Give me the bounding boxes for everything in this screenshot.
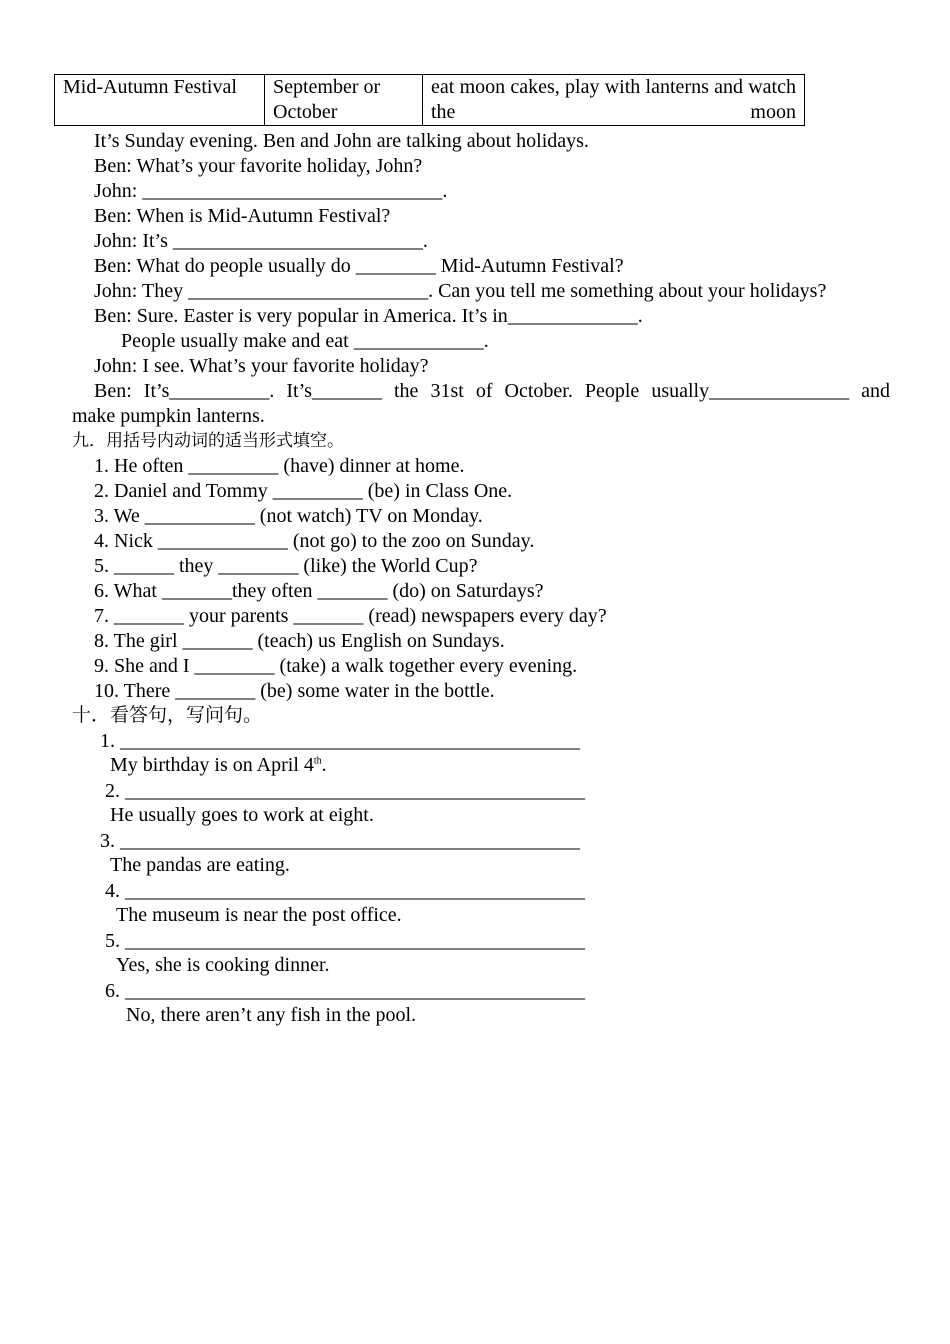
exercise-item: 8. The girl _______ (teach) us English on Sundays. xyxy=(94,630,505,652)
answer-line: He usually goes to work at eight. xyxy=(110,804,374,826)
exercise-item: 2. Daniel and Tommy _________ (be) in Class One. xyxy=(94,480,513,502)
dialogue-line: John: They ________________________. Can you tell me something about your holidays? xyxy=(94,280,827,302)
exercise-item: 6. What _______they often _______ (do) on Saturdays? xyxy=(94,580,544,602)
dialogue-line: It’s Sunday evening. Ben and John are talking about holidays. xyxy=(94,130,589,152)
question-line: 3. ______________________________________________ xyxy=(100,830,580,852)
exercise-item: 3. We ___________ (not watch) TV on Monday. xyxy=(94,505,483,527)
exercise-item: 1. He often _________ (have) dinner at home. xyxy=(94,455,465,477)
exercise-item: 5. ______ they ________ (like) the World Cup? xyxy=(94,555,478,577)
question-line: 6. ______________________________________________ xyxy=(105,980,585,1002)
answer-line: The pandas are eating. xyxy=(110,854,290,876)
dialogue-line: Ben: Sure. Easter is very popular in America. It’s in_____________. xyxy=(94,305,643,327)
table-cell-activities: eat moon cakes, play with lanterns and watch the moon xyxy=(423,75,805,126)
answer-line: My birthday is on April 4th. xyxy=(110,754,327,776)
dialogue-line: John: I see. What’s your favorite holiday? xyxy=(94,355,429,377)
dialogue-line: make pumpkin lanterns. xyxy=(72,405,265,427)
answer-line: Yes, she is cooking dinner. xyxy=(116,954,330,976)
dialogue-line: John: ______________________________. xyxy=(94,180,448,202)
exercise-item: 10. There ________ (be) some water in the bottle. xyxy=(94,680,495,702)
table-row xyxy=(55,75,805,126)
exercise-item: 4. Nick _____________ (not go) to the zoo on Sunday. xyxy=(94,530,535,552)
answer-line: The museum is near the post office. xyxy=(116,904,402,926)
question-line: 2. ______________________________________________ xyxy=(105,780,585,802)
exercise-item: 9. She and I ________ (take) a walk together every evening. xyxy=(94,655,578,677)
section-10-title: 十．看答句，写问句。 xyxy=(72,704,263,726)
holiday-table xyxy=(54,74,805,126)
question-line: 1. ______________________________________________ xyxy=(100,730,580,752)
dialogue-line: Ben: When is Mid-Autumn Festival? xyxy=(94,205,391,227)
dialogue-line: Ben: What do people usually do ________ Mid-Autumn Festival? xyxy=(94,255,624,277)
table-cell-festival: Mid-Autumn Festival xyxy=(55,75,265,126)
dialogue-line: Ben: What’s your favorite holiday, John? xyxy=(94,155,423,177)
section-9-title: 九．用括号内动词的适当形式填空。 xyxy=(72,431,344,451)
table-cell-time: September or October xyxy=(265,75,423,126)
exercise-item: 7. _______ your parents _______ (read) newspapers every day? xyxy=(94,605,607,627)
dialogue-line: Ben: It’s__________. It’s_______ the 31st of October. People usually______________ and xyxy=(94,380,890,402)
dialogue-line: John: It’s _________________________. xyxy=(94,230,428,252)
question-line: 4. ______________________________________________ xyxy=(105,880,585,902)
question-line: 5. ______________________________________________ xyxy=(105,930,585,952)
answer-line: No, there aren’t any fish in the pool. xyxy=(126,1004,417,1026)
dialogue-line: People usually make and eat _____________. xyxy=(121,330,489,352)
